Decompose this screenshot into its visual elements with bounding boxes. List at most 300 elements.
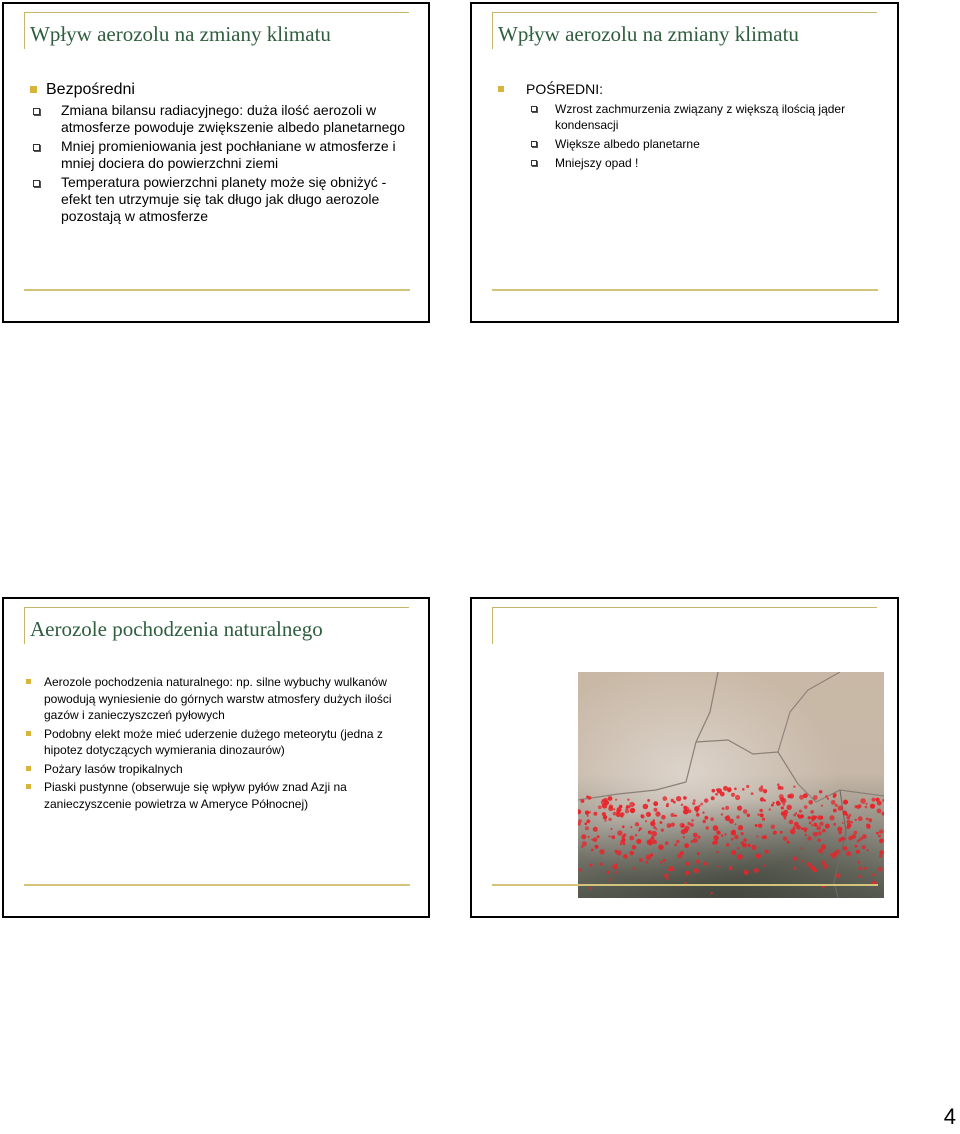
fire-dot	[685, 871, 690, 876]
fire-dot	[780, 831, 783, 834]
fire-dot	[664, 874, 669, 879]
fire-dot	[697, 852, 700, 855]
bullet-list	[30, 80, 414, 227]
fire-dot	[731, 793, 735, 797]
fire-dot	[674, 843, 677, 846]
fire-dot	[712, 789, 716, 793]
fire-dot	[713, 825, 719, 831]
fire-dot	[843, 800, 848, 805]
fire-dot	[593, 827, 598, 832]
fire-dot	[842, 822, 844, 824]
fire-dot	[789, 793, 794, 798]
fire-dot	[840, 828, 842, 830]
fire-dot	[876, 832, 879, 835]
fire-dot	[838, 806, 843, 811]
slide-indirect-effect	[470, 2, 899, 323]
fire-dot	[868, 818, 872, 822]
fire-dot	[609, 835, 611, 837]
fire-dot	[604, 820, 606, 822]
fire-dot	[872, 798, 876, 802]
fire-dot	[782, 803, 785, 806]
fire-dot	[650, 821, 655, 826]
fire-dot	[858, 875, 861, 878]
fire-dot	[822, 829, 826, 833]
fire-dot	[843, 846, 848, 851]
fire-dot	[870, 804, 875, 809]
fire-dot	[608, 796, 613, 801]
fire-dot	[807, 862, 812, 867]
fire-dot	[645, 861, 648, 864]
fire-dot	[747, 844, 751, 848]
fire-dot	[827, 798, 829, 800]
footer-divider	[24, 289, 410, 291]
fire-dot	[602, 812, 606, 816]
fire-dot	[641, 815, 645, 819]
fire-dot	[601, 800, 606, 805]
fire-dot	[846, 820, 850, 824]
fire-dot	[696, 860, 700, 864]
fire-dot	[780, 797, 785, 802]
fire-dot	[866, 818, 869, 821]
fire-dot	[780, 786, 783, 789]
fire-dot	[696, 813, 700, 817]
fire-dot	[612, 864, 617, 869]
fire-dot	[636, 839, 641, 844]
fire-dot	[620, 843, 622, 845]
fire-dot	[630, 808, 635, 813]
fire-dot	[858, 816, 863, 821]
fire-dot	[742, 788, 745, 791]
fire-dot	[711, 796, 715, 800]
fire-dot	[648, 841, 653, 846]
fire-dot	[857, 840, 860, 843]
fire-dot	[866, 803, 868, 805]
satellite-image	[578, 672, 884, 898]
fire-dot	[704, 816, 708, 820]
list-item: Aerozole pochodzenia naturalnego: np. silne wybuchy wulkanów powodują wyniesienie do górnych warstw atmosfery dużych ilości gazów i zanieczyszczeń pyłowych	[24, 674, 414, 724]
fire-dot	[721, 835, 723, 837]
fire-dot	[835, 804, 838, 807]
fire-dot	[650, 853, 653, 856]
fire-dot	[595, 845, 599, 849]
fire-dot	[607, 871, 610, 874]
fire-dot	[782, 813, 787, 818]
fire-dot	[769, 808, 771, 810]
fire-dot	[692, 802, 695, 805]
fire-dot	[743, 809, 748, 814]
fire-dot	[589, 811, 591, 813]
fire-dot	[836, 873, 841, 878]
fire-dot	[862, 834, 867, 839]
fire-dot	[721, 813, 723, 815]
slide-title: Wpływ aerozolu na zmiany klimatu	[498, 22, 799, 46]
footer-divider	[24, 884, 410, 886]
fire-dot	[819, 790, 822, 793]
fire-dot	[825, 795, 827, 797]
fire-dot	[705, 826, 709, 830]
fire-dot	[681, 804, 684, 807]
slide-title: Aerozole pochodzenia naturalnego	[30, 617, 323, 641]
fire-dot	[691, 819, 694, 822]
fire-dot	[626, 807, 629, 810]
fire-dot	[741, 832, 744, 835]
fire-dot	[623, 854, 627, 858]
fire-dot	[722, 807, 725, 810]
fire-dot	[635, 834, 637, 836]
fire-dot	[813, 795, 818, 800]
fire-dot	[704, 798, 708, 802]
fire-dot	[658, 812, 660, 814]
fire-dot	[856, 850, 860, 854]
fire-dot	[781, 806, 784, 809]
fire-dot	[760, 813, 764, 817]
fire-dot	[762, 818, 765, 821]
fire-dot	[817, 815, 822, 820]
fire-dot	[879, 855, 882, 858]
fire-dot	[610, 828, 612, 830]
fire-dot	[647, 799, 650, 802]
fire-dot	[751, 845, 756, 850]
list-item: Mniej promieniowania jest pochłaniane w atmosferze i mniej dociera do powierzchni ziemi	[30, 138, 414, 172]
slide-satellite-image	[470, 597, 899, 918]
fire-dot	[660, 861, 663, 864]
fire-dot	[737, 806, 742, 811]
fire-dot	[821, 844, 826, 849]
fire-dot	[797, 814, 800, 817]
fire-dot	[683, 796, 687, 800]
fire-dot	[783, 836, 788, 841]
fire-dot	[611, 835, 615, 839]
fire-dot	[697, 836, 700, 839]
fire-dot	[666, 878, 668, 880]
checkbox-bullet-icon	[33, 144, 40, 151]
bullet-list	[24, 674, 414, 814]
fire-dot	[587, 815, 589, 817]
fire-dot	[731, 830, 736, 835]
slide-direct-effect	[2, 2, 430, 323]
fire-dot	[736, 815, 739, 818]
fire-dot	[651, 831, 657, 837]
fire-dot	[716, 830, 720, 834]
fire-dot	[734, 788, 737, 791]
fire-dot	[623, 833, 626, 836]
fire-dot	[585, 823, 588, 826]
fire-dot	[737, 847, 739, 849]
fire-dot	[773, 802, 775, 804]
fire-dot	[763, 864, 766, 867]
checkbox-bullet-icon	[531, 106, 537, 112]
fire-dot	[579, 868, 582, 871]
fire-dot	[866, 849, 868, 851]
fire-dot	[855, 845, 858, 848]
fire-dot	[711, 892, 713, 894]
fire-dot	[663, 796, 668, 801]
square-bullet-icon	[26, 679, 31, 684]
fire-dot	[814, 816, 817, 819]
fire-dot	[799, 795, 804, 800]
fire-dot	[735, 795, 740, 800]
fire-dot	[622, 826, 625, 829]
fire-dot	[676, 796, 681, 801]
fire-dot	[710, 817, 714, 821]
fire-dot	[693, 799, 696, 802]
fire-dot	[810, 810, 814, 814]
fire-dot	[734, 835, 738, 839]
checkbox-bullet-icon	[531, 160, 537, 166]
fire-dot	[702, 812, 704, 814]
bullet-heading: POŚREDNI:	[498, 80, 882, 98]
fire-dot	[860, 798, 866, 804]
fire-dot	[878, 867, 883, 872]
fire-dot	[667, 823, 672, 828]
fire-dot	[648, 831, 651, 834]
fire-dot	[805, 834, 807, 836]
fire-dot	[854, 831, 858, 835]
square-bullet-icon	[26, 766, 31, 771]
square-bullet-icon	[26, 784, 31, 789]
fire-dot	[754, 868, 759, 873]
fire-dot	[694, 868, 699, 873]
fire-dot	[684, 843, 689, 848]
fire-dot	[800, 847, 802, 849]
fire-dot	[731, 850, 736, 855]
fire-dot	[858, 866, 862, 870]
fire-dot	[617, 830, 622, 835]
fire-dot	[582, 841, 587, 846]
fire-dot	[877, 809, 882, 814]
list-item: Podobny elekt może mieć uderzenie dużego meteorytu (jedna z hipotez dotyczących wymierania dinozaurów)	[24, 726, 414, 759]
fire-dot	[858, 861, 861, 864]
fire-dot	[656, 828, 658, 830]
fire-dot	[615, 799, 617, 801]
fire-dot	[680, 851, 684, 855]
fire-dot	[663, 859, 666, 862]
fire-dot	[879, 839, 883, 843]
fire-dot	[720, 792, 725, 797]
list-item: Pożary lasów tropikalnych	[24, 761, 414, 778]
square-bullet-icon	[30, 86, 37, 93]
fire-dot	[632, 845, 637, 850]
fire-dot	[762, 836, 765, 839]
fire-dot	[771, 825, 776, 830]
fire-dot	[832, 852, 837, 857]
fire-dot	[718, 866, 720, 868]
fire-dot	[816, 826, 821, 831]
fire-dot	[608, 818, 611, 821]
fire-dot	[846, 851, 851, 856]
fire-dot	[747, 814, 750, 817]
fire-dot	[616, 809, 620, 813]
fire-dot	[590, 887, 593, 890]
fire-dot	[810, 866, 815, 871]
fire-dot	[653, 801, 658, 806]
fire-dot	[724, 833, 726, 835]
fire-dot	[809, 821, 812, 824]
fire-dot	[666, 804, 669, 807]
fire-dot	[864, 867, 867, 870]
fire-dot	[635, 822, 639, 826]
fire-dot	[655, 812, 660, 817]
fire-dot	[879, 829, 883, 833]
slide-natural-aerosols	[2, 597, 430, 918]
fire-dot	[688, 809, 692, 813]
fire-dot	[700, 803, 703, 806]
fire-dot	[600, 863, 603, 866]
fire-dot	[843, 811, 847, 815]
fire-dot	[823, 864, 828, 869]
checkbox-bullet-icon	[33, 108, 40, 115]
fire-dot	[615, 850, 618, 853]
fire-dot	[593, 838, 598, 843]
fire-dot	[725, 806, 729, 810]
fire-dot	[802, 860, 804, 862]
fire-dot	[833, 809, 837, 813]
fire-dot	[682, 824, 685, 827]
fire-dot	[726, 843, 730, 847]
fire-dot	[756, 835, 758, 837]
fire-dot	[865, 806, 868, 809]
fire-dot	[817, 838, 821, 842]
fire-dot	[851, 834, 856, 839]
fire-dot	[683, 806, 687, 810]
fire-dot	[807, 836, 811, 840]
fire-dot	[829, 815, 834, 820]
fire-dot	[814, 823, 818, 827]
fire-dot	[764, 799, 766, 801]
fire-dot	[702, 820, 706, 824]
fire-dot	[731, 838, 734, 841]
list-item: Zmiana bilansu radiacyjnego: duża ilość aerozoli w atmosferze powoduje zwiększenie albedo planetarnego	[30, 102, 414, 136]
fire-dot	[878, 835, 881, 838]
fire-dot	[855, 805, 858, 808]
bullet-list	[498, 80, 882, 174]
list-item: Piaski pustynne (obserwuje się wpływ pyłów znad Azji na zanieczyszcenie powietrza w Ameryce Północnej)	[24, 779, 414, 812]
fire-dot	[703, 862, 707, 866]
fire-dot	[613, 812, 617, 816]
fire-dot	[598, 805, 602, 809]
fire-dot	[751, 792, 754, 795]
list-item: Mniejszy opad !	[498, 155, 882, 171]
fire-dot	[808, 816, 811, 819]
fire-dot	[661, 815, 666, 820]
fire-dot	[819, 822, 823, 826]
fire-dot	[833, 795, 836, 798]
fire-dot	[804, 805, 808, 809]
fire-dot	[777, 783, 780, 786]
fire-dot	[765, 850, 769, 854]
fire-dot	[744, 870, 749, 875]
fire-dot	[623, 843, 625, 845]
fire-dot	[738, 825, 743, 830]
fire-dot	[597, 835, 600, 838]
fire-dot	[690, 823, 694, 827]
fire-dot	[825, 824, 830, 829]
fire-dot	[713, 835, 718, 840]
fire-dot	[771, 804, 774, 807]
fire-dot	[716, 788, 719, 791]
fire-dot	[658, 845, 663, 850]
fire-dot	[621, 838, 625, 842]
fire-dot	[846, 816, 850, 820]
fire-dot	[645, 820, 647, 822]
fire-dot	[794, 822, 799, 827]
slide-title: Wpływ aerozolu na zmiany klimatu	[30, 22, 331, 46]
fire-dot	[615, 871, 618, 874]
fire-dot	[742, 843, 747, 848]
fire-dot	[591, 849, 594, 852]
checkbox-bullet-icon	[531, 141, 537, 147]
fire-dot	[673, 801, 676, 804]
fire-dot	[763, 789, 767, 793]
footer-divider	[492, 289, 878, 291]
fire-dot	[729, 866, 733, 870]
fire-dot	[746, 785, 749, 788]
fire-dot	[789, 820, 794, 825]
fire-dot	[660, 821, 663, 824]
footer-divider	[492, 884, 878, 886]
fire-dot	[743, 838, 747, 842]
fire-dot	[622, 836, 624, 838]
fire-dot	[833, 823, 836, 826]
fire-dot	[793, 867, 796, 870]
fire-dot	[648, 814, 650, 816]
fire-dot	[683, 836, 685, 838]
fire-dot	[613, 808, 615, 810]
fire-dot	[630, 851, 634, 855]
fire-dot	[643, 804, 649, 810]
fire-dot	[776, 801, 780, 805]
fire-dot	[801, 827, 804, 830]
fire-dot	[661, 829, 664, 832]
fire-dot	[787, 841, 790, 844]
fire-dot	[759, 787, 764, 792]
fire-dot	[686, 862, 690, 866]
fire-dot	[735, 823, 737, 825]
fire-dot	[669, 866, 674, 871]
fire-dot	[808, 800, 813, 805]
fire-dot	[654, 808, 658, 812]
fire-dot	[591, 839, 593, 841]
fire-dot	[855, 819, 857, 821]
checkbox-bullet-icon	[33, 180, 40, 187]
fire-dot	[821, 805, 823, 807]
bullet-heading: Bezpośredni	[30, 80, 414, 100]
title-frame	[492, 607, 877, 644]
fire-dot	[845, 838, 847, 840]
fire-dot	[586, 819, 590, 823]
square-bullet-icon	[498, 86, 504, 92]
fire-dot	[593, 812, 597, 816]
fire-dot	[794, 856, 796, 858]
square-bullet-icon	[26, 731, 31, 736]
fire-dot	[665, 841, 669, 845]
fire-dot	[716, 851, 718, 853]
fire-dot	[599, 849, 604, 854]
fire-dot	[804, 830, 807, 833]
fire-dot	[671, 813, 675, 817]
fire-dot	[696, 810, 699, 813]
fire-dot	[830, 854, 832, 856]
fire-dot	[758, 824, 763, 829]
fire-dot	[813, 833, 815, 835]
fire-dot	[840, 837, 844, 841]
fire-dot	[866, 824, 868, 826]
fire-dot	[581, 846, 583, 848]
fire-dot	[630, 826, 632, 828]
fire-dot	[698, 805, 700, 807]
fire-dot	[879, 850, 883, 854]
fire-dot	[674, 815, 676, 817]
